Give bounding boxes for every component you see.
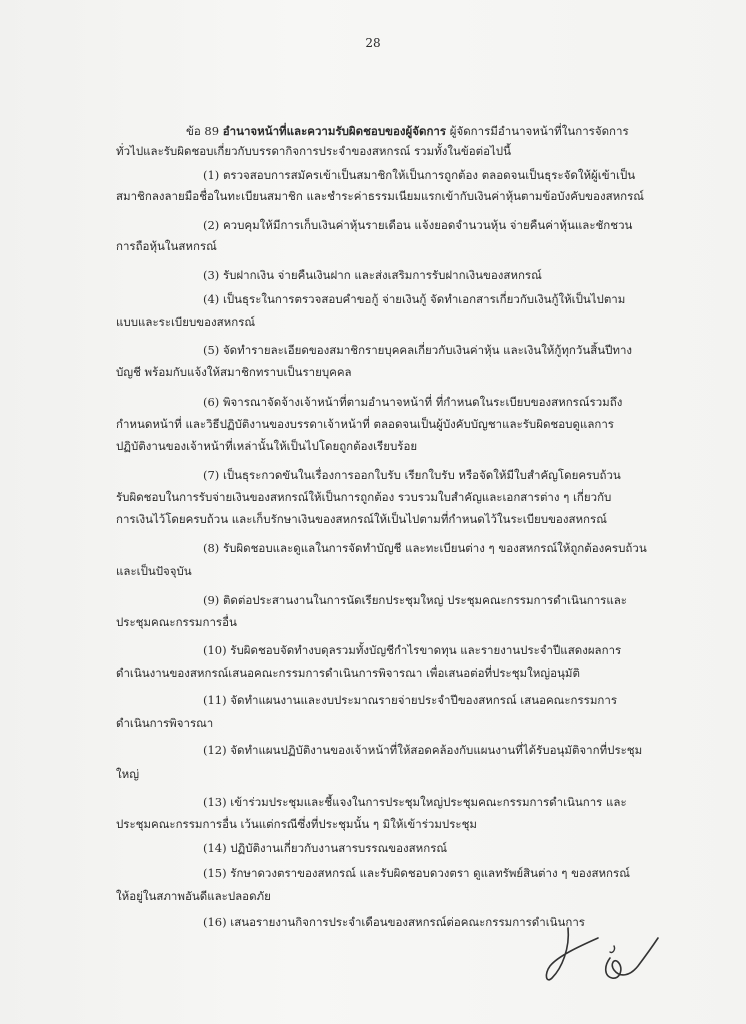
text-line: กำหนดหน้าที่ และวิธีปฏิบัติงานของบรรดาเจ้าหน้าที่ ตลอดจนเป็นผู้บังคับบัญชาและรับผิดชอบดูแลการ: [116, 417, 614, 431]
text-line: (2) ควบคุมให้มีการเก็บเงินค่าหุ้นรายเดือน แจ้งยอดจำนวนหุ้น จ่ายคืนค่าหุ้นและชักชวน: [203, 218, 633, 232]
text-line: (11) จัดทำแผนงานและงบประมาณรายจ่ายประจำปีของสหกรณ์ เสนอคณะกรรมการ: [203, 693, 618, 707]
text-line: (8) รับผิดชอบและดูแลในการจัดทำบัญชี และทะเบียนต่าง ๆ ของสหกรณ์ให้ถูกต้องครบถ้วน: [203, 541, 647, 555]
text-line: (5) จัดทำรายละเอียดของสมาชิกรายบุคคลเกี่ยวกับเงินค่าหุ้น และเงินให้กู้ทุกวันสิ้นปีทาง: [203, 343, 633, 357]
text-line: ปฏิบัติงานของเจ้าหน้าที่เหล่านั้นให้เป็นไปโดยถูกต้องเรียบร้อย: [116, 439, 418, 453]
text-line: การถือหุ้นในสหกรณ์: [116, 239, 217, 253]
text-line: ให้อยู่ในสภาพอันดีและปลอดภัย: [116, 889, 271, 903]
text-line: (1) ตรวจสอบการสมัครเข้าเป็นสมาชิกให้เป็นการถูกต้อง ตลอดจนเป็นธุระจัดให้ผู้เข้าเป็น: [203, 168, 636, 182]
article-heading: [186, 123, 629, 139]
text-line: (3) รับฝากเงิน จ่ายคืนเงินฝาก และส่งเสริมการรับฝากเงินของสหกรณ์: [203, 268, 542, 282]
handwritten-signature: [540, 918, 670, 998]
text-line: บัญชี พร้อมกับแจ้งให้สมาชิกทราบเป็นรายบุคคล: [116, 365, 352, 379]
text-line: การเงินไว้โดยครบถ้วน และเก็บรักษาเงินของสหกรณ์ให้เป็นไปตามที่กำหนดไว้ในระเบียบของสหกรณ์: [116, 512, 607, 526]
text-line: ประชุมคณะกรรมการอื่น เว้นแต่กรณีซึ่งที่ประชุมนั้น ๆ มิให้เข้าร่วมประชุม: [116, 817, 477, 831]
text-line: (14) ปฏิบัติงานเกี่ยวกับงานสารบรรณของสหกรณ์: [203, 841, 448, 855]
text-line: (15) รักษาดวงตราของสหกรณ์ และรับผิดชอบดวงตรา ดูแลทรัพย์สินต่าง ๆ ของสหกรณ์: [203, 866, 630, 880]
text-line: ประชุมคณะกรรมการอื่น: [116, 615, 237, 629]
text-line: (16) เสนอรายงานกิจการประจำเดือนของสหกรณ์ต่อคณะกรรมการดำเนินการ: [203, 915, 585, 929]
text-line: ดำเนินงานของสหกรณ์เสนอคณะกรรมการดำเนินการพิจารณา เพื่อเสนอต่อที่ประชุมใหญ่อนุมัติ: [116, 666, 580, 680]
article-title: อำนาจหน้าที่และความรับผิดชอบของผู้จัดการ: [222, 124, 447, 138]
text-line: (4) เป็นธุระในการตรวจสอบคำขอกู้ จ่ายเงินกู้ จัดทำเอกสารเกี่ยวกับเงินกู้ให้เป็นไปตาม: [203, 292, 626, 306]
text-line: แบบและระเบียบของสหกรณ์: [116, 315, 256, 329]
text-line: (6) พิจารณาจัดจ้างเจ้าหน้าที่ตามอำนาจหน้าที่ ที่กำหนดในระเบียบของสหกรณ์รวมถึง: [203, 395, 623, 409]
text-line: (12) จัดทำแผนปฏิบัติงานของเจ้าหน้าที่ให้สอดคล้องกับแผนงานที่ได้รับอนุมัติจากที่ประชุม: [203, 743, 643, 757]
text-line: รับผิดชอบในการรับจ่ายเงินของสหกรณ์ให้เป็นการถูกต้อง รวบรวมใบสำคัญและเอกสารต่าง ๆ เกี่ยวกับ: [116, 490, 612, 504]
text-line: และเป็นปัจจุบัน: [116, 564, 192, 578]
page-number: 28: [365, 36, 381, 50]
text-line: ใหญ่: [116, 767, 139, 781]
text-line: สมาชิกลงลายมือชื่อในทะเบียนสมาชิก และชำระค่าธรรมเนียมแรกเข้ากับเงินค่าหุ้นตามข้อบังคับของสหกรณ์: [116, 189, 644, 203]
text-line: (7) เป็นธุระกวดขันในเรื่องการออกใบรับ เรียกใบรับ หรือจัดให้มีใบสำคัญโดยครบถ้วน: [203, 468, 621, 482]
text-line: ดำเนินการพิจารณา: [116, 716, 214, 730]
text-line: (13) เข้าร่วมประชุมและชี้แจงในการประชุมใหญ่ประชุมคณะกรรมการดำเนินการ และ: [203, 795, 627, 809]
article-intro-line2: ทั่วไปและรับผิดชอบเกี่ยวกับบรรดากิจการประจำของสหกรณ์ รวมทั้งในข้อต่อไปนี้: [116, 144, 511, 158]
article-intro: ผู้จัดการมีอำนาจหน้าที่ในการจัดการ: [449, 124, 629, 138]
text-line: (9) ติดต่อประสานงานในการนัดเรียกประชุมใหญ่ ประชุมคณะกรรมการดำเนินการและ: [203, 593, 627, 607]
text-line: (10) รับผิดชอบจัดทำงบดุลรวมทั้งบัญชีกำไรขาดทุน และรายงานประจำปีแสดงผลการ: [203, 643, 622, 657]
article-number: ข้อ 89: [186, 124, 220, 138]
